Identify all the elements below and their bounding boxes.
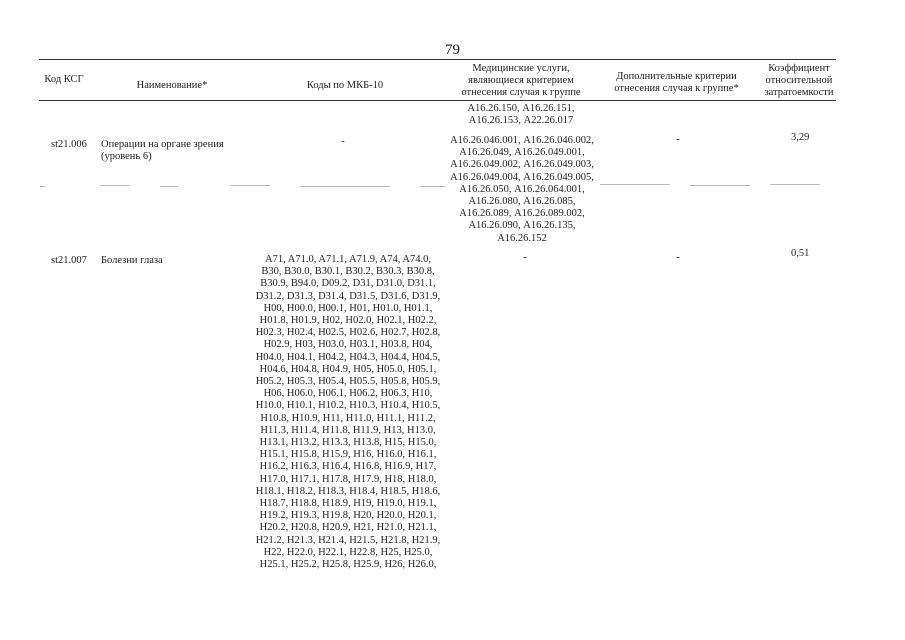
row-coef: 0,51 [791, 248, 810, 259]
header-bottom-rule [39, 100, 836, 101]
header-top-rule [39, 59, 836, 60]
header-name: Наименование* [136, 80, 208, 91]
row-name: Болезни глаза [101, 255, 163, 266]
row-name: Операции на органе зрения (уровень 6) [101, 139, 224, 163]
row-extra: - [676, 252, 680, 263]
row-services: - [523, 252, 527, 263]
header-icd: Коды по МКБ-10 [306, 80, 384, 91]
row-icd: - [341, 136, 345, 147]
header-coef: Коэффициент относительной затратоемкости [764, 63, 834, 98]
row-coef: 3,29 [791, 132, 810, 143]
row-code: st21.007 [51, 255, 87, 266]
row-extra: - [676, 134, 680, 145]
header-extra: Дополнительные критерии отнесения случая к группе* [614, 71, 739, 94]
header-code: Код КСГ [44, 74, 84, 85]
row-code: st21.006 [51, 139, 87, 150]
row-icd: A71, A71.0, A71.1, A71.9, A74, A74.0, B30, B30.0, B30.1, B30.2, B30.3, B30.8, B30.9, B94.0, D09.2, D31, D31.0, D31.1, D31.2, D31.3, D31.4, D31.5, D31.6, D31.9, H00, H00.0, H00.1, H01, H01.0, H01.1, H01.8, H01.9, H02, H02.0, H02.1, H02.2, H02.3, H02.4, H02.5, H02.6, H02.7, H02.8, H02.9, H03, H03.0, H03.1, H03.8, H04, H04.0, H04.1, H04.2, H04.3, H04.4, H04.5, H04.6, H04.8, H04.9, H05, H05.0, H05.1, H05.2, H05.3, H05.4, H05.5, H05.8, H05.9, H06, H06.0, H06.1, H06.2, H06.3, H10, H10.0, H10.1, H10.2, H10.3, H10.4, H10.5, H10.8, H10.9, H11, H11.0, H11.1, H11.2, H11.3, H11.4, H11.8, H11.9, H13, H13.0, H13.1, H13.2, H13.3, H13.8, H15, H15.0, H15.1, H15.8, H15.9, H16, H16.0, H16.1, H16.2, H16.3, H16.4, H16.8, H16.9, H17, H17.0, H17.1, H17.8, H17.9, H18, H18.0, H18.1, H18.2, H18.3, H18.4, H18.5, H18.6, H18.7, H18.8, H18.9, H19, H19.0, H19.1, H19.2, H19.3, H19.8, H20, H20.0, H20.1, H20.2, H20.8, H20.9, H21, H21.0, H21.1, H21.2, H21.3, H21.4, H21.5, H21.8, H21.9, H22, H22.0, H22.1, H22.8, H25, H25.0, H25.1, H25.2, H25.8, H25.9, H26, H26.0, [255, 254, 441, 571]
header-services: Медицинские услуги, являющиеся критерием отнесения случая к группе [461, 63, 581, 98]
continuation-services: А16.26.150, А16.26.151, А16.26.153, А22.26.017 [467, 103, 575, 127]
row-services: А16.26.046.001, А16.26.046.002, А16.26.049, А16.26.049.001, А16.26.049.002, А16.26.049.003, А16.26.049.004, А16.26.049.005, А16.26.050, А16.26.064.001, А16.26.080, А16.26.085, А16.26.089, А16.26.089.002, А16.26.090, А16.26.135, А16.26.152 [450, 135, 594, 244]
page-number: 79 [445, 42, 460, 58]
scan-noise [40, 181, 840, 191]
